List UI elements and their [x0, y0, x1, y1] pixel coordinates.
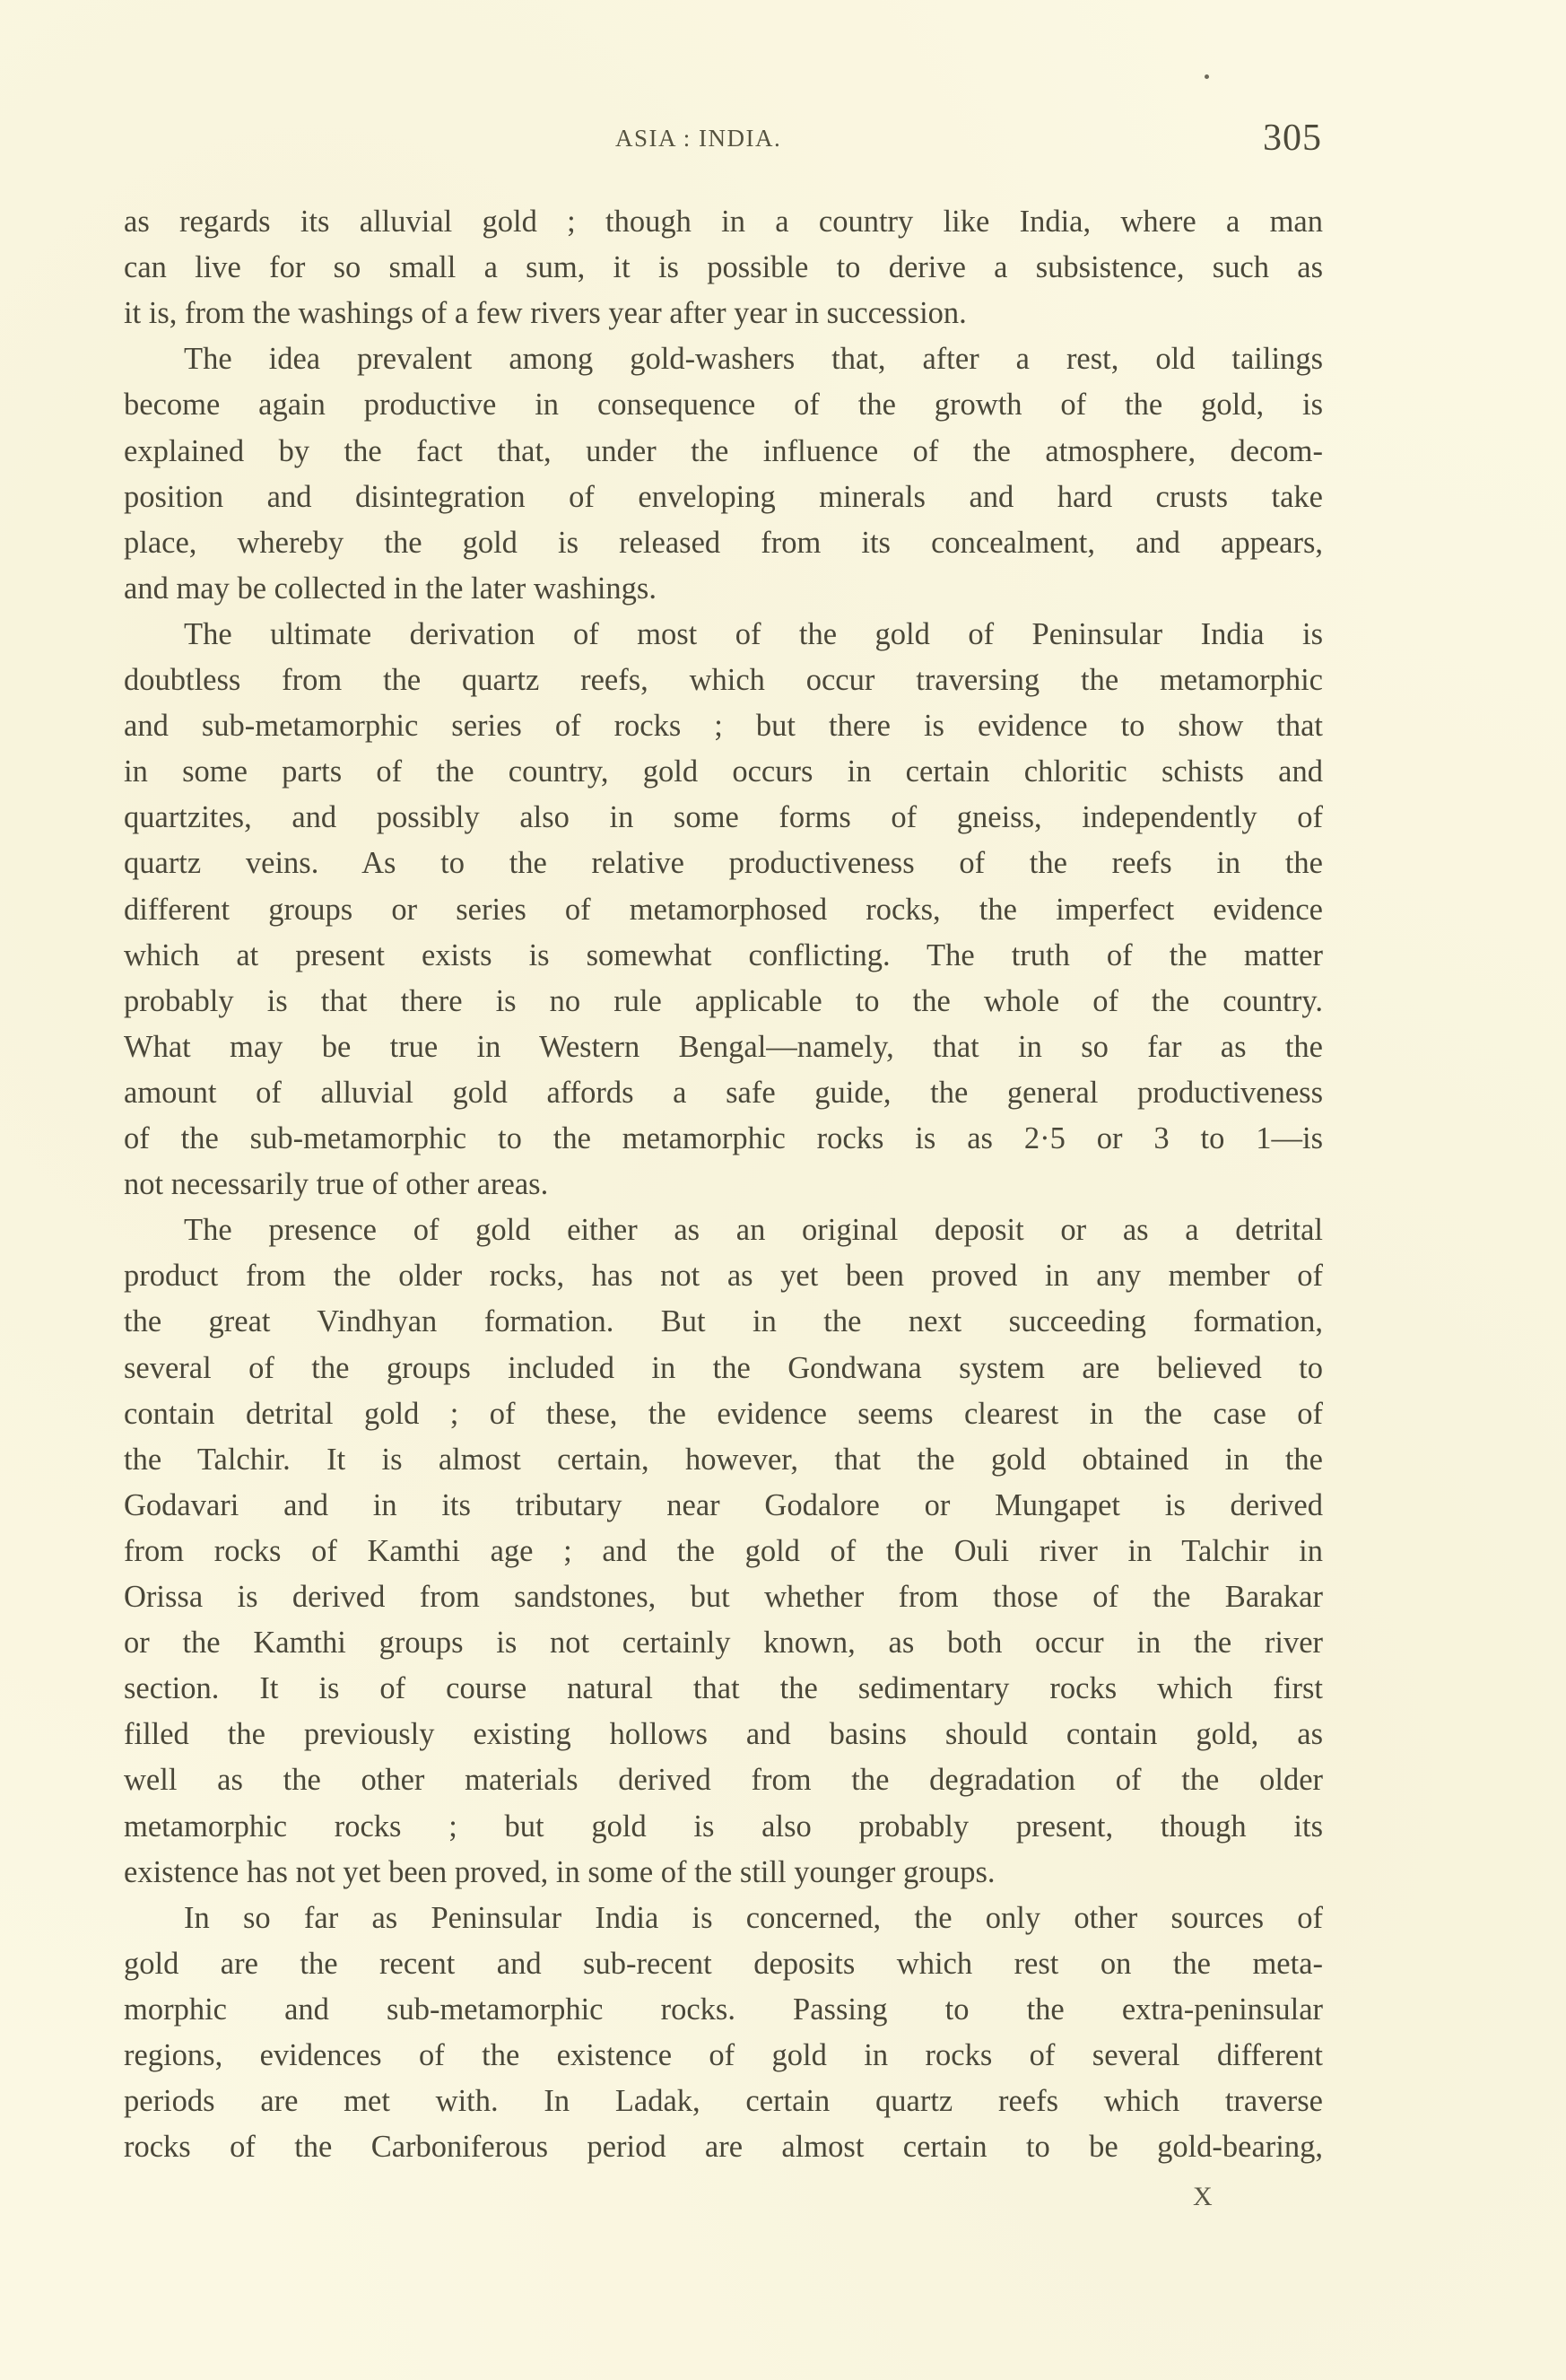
text-line: existence has not yet been proved, in some of the still younger groups. — [124, 1854, 996, 1889]
text-line: amount of alluvial gold affords a safe guide, the general productiveness — [124, 1075, 1323, 1110]
text-line: as regards its alluvial gold ; though in a country like India, where a man — [124, 205, 1323, 239]
text-line: which at present exists is somewhat conflicting. The truth of the matter — [124, 937, 1323, 972]
text-line: The ultimate derivation of most of the gold of Peninsular India is — [184, 616, 1323, 651]
text-line: Godavari and in its tributary near Godalore or Mungapet is derived — [124, 1487, 1323, 1522]
text-line: and may be collected in the later washings. — [124, 571, 657, 606]
text-line: and sub-metamorphic series of rocks ; but there is evidence to show that — [124, 709, 1323, 744]
text-line: quartz veins. As to the relative productiveness of the reefs in the — [124, 846, 1323, 881]
text-line: The presence of gold either as an original deposit or as a detrital — [184, 1213, 1323, 1248]
text-line: In so far as Peninsular India is concerned, the only other sources of — [184, 1900, 1323, 1935]
text-line: section. It is of course natural that the sedimentary rocks which first — [124, 1671, 1323, 1706]
text-line: different groups or series of metamorphosed rocks, the imperfect evidence — [124, 892, 1323, 927]
text-line: regions, evidences of the existence of gold in rocks of several different — [124, 2038, 1323, 2072]
text-line: Orissa is derived from sandstones, but whether from those of the Barakar — [124, 1580, 1323, 1614]
text-line: of the sub-metamorphic to the metamorphic rocks is as 2·5 or 3 to 1—is — [124, 1121, 1323, 1155]
text-line: can live for so small a sum, it is possible to derive a subsistence, such as — [124, 250, 1323, 285]
text-line: metamorphic rocks ; but gold is also probably present, though its — [124, 1809, 1323, 1844]
text-line: contain detrital gold ; of these, the evidence seems clearest in the case of — [124, 1396, 1323, 1431]
text-line: or the Kamthi groups is not certainly known, as both occur in the river — [124, 1626, 1323, 1661]
text-line: rocks of the Carboniferous period are almost certain to be gold-bearing, — [124, 2130, 1323, 2165]
text-line: it is, from the washings of a few rivers year after year in succession. — [124, 296, 967, 331]
text-line: gold are the recent and sub-recent deposits which rest on the meta- — [124, 1946, 1323, 1981]
text-line: several of the groups included in the Gondwana system are believed to — [124, 1350, 1323, 1385]
text-line: from rocks of Kamthi age ; and the gold of the Ouli river in Talchir in — [124, 1533, 1323, 1568]
text-line: explained by the fact that, under the influence of the atmosphere, decom- — [124, 433, 1323, 468]
text-line: product from the older rocks, has not as yet been proved in any member of — [124, 1259, 1323, 1294]
text-line: in some parts of the country, gold occurs in certain chloritic schists and — [124, 754, 1323, 789]
signature-mark: X — [1193, 2182, 1213, 2211]
text-line: probably is that there is no rule applicable to the whole of the country. — [124, 983, 1323, 1018]
page-number: 305 — [1263, 118, 1322, 159]
running-title: ASIA : INDIA. — [615, 125, 782, 152]
text-line: quartzites, and possibly also in some forms of gneiss, independently of — [124, 800, 1323, 835]
text-line: filled the previously existing hollows and basins should contain gold, as — [124, 1717, 1323, 1752]
text-line: What may be true in Western Bengal—namely, that in so far as the — [124, 1029, 1323, 1064]
text-line: the great Vindhyan formation. But in the next succeeding formation, — [124, 1304, 1323, 1339]
text-line: morphic and sub-metamorphic rocks. Passing to the extra-peninsular — [124, 1992, 1323, 2027]
text-line: place, whereby the gold is released from its concealment, and appears, — [124, 525, 1323, 560]
scan-speck — [1205, 74, 1209, 79]
text-line: The idea prevalent among gold-washers that, after a rest, old tailings — [184, 342, 1323, 377]
text-line: the Talchir. It is almost certain, however, that the gold obtained in the — [124, 1442, 1323, 1477]
text-line: doubtless from the quartz reefs, which occur traversing the metamorphic — [124, 663, 1323, 697]
text-line: not necessarily true of other areas. — [124, 1167, 549, 1202]
text-line: position and disintegration of enveloping minerals and hard crusts take — [124, 479, 1323, 514]
text-line: periods are met with. In Ladak, certain quartz reefs which traverse — [124, 2084, 1323, 2119]
text-line: well as the other materials derived from the degradation of the older — [124, 1763, 1323, 1798]
text-line: become again productive in consequence of the growth of the gold, is — [124, 388, 1323, 423]
running-head — [0, 118, 1566, 159]
